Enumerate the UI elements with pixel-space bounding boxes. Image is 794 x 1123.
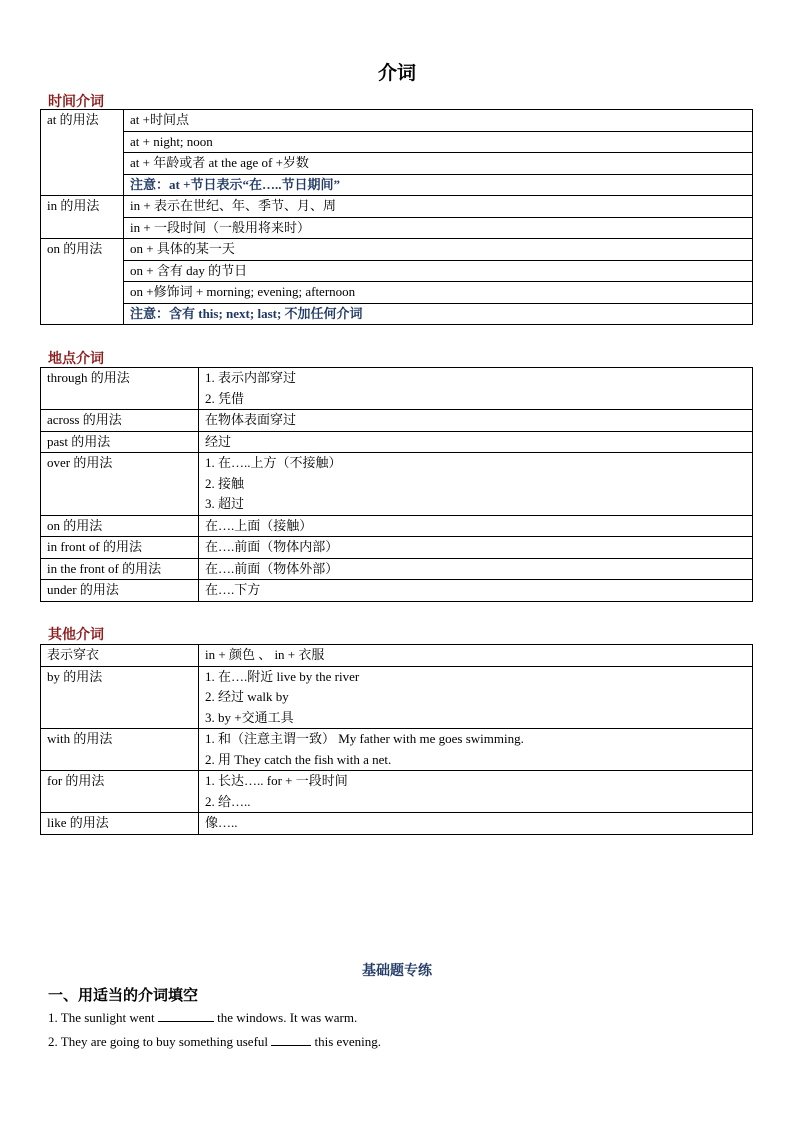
table-row [41,153,753,175]
table-row [41,537,753,559]
usage-label: at 的用法 [41,110,124,196]
usage-line: 在….上面（接触） [205,517,313,533]
usage-cell [199,813,753,835]
table-row [41,110,753,132]
exercise-section-heading: 一、用适当的介词填空 [48,988,199,1004]
table-row [41,771,753,813]
table-row [41,666,753,729]
usage-line: 1. 表示内部穿过 [205,370,297,385]
exercise-item-text: this evening. [311,1034,381,1049]
usage-cell [199,645,753,667]
table-row [41,282,753,304]
usage-cell [199,580,753,602]
usage-cell [199,431,753,453]
other-prepositions-heading: 其他介词 [48,628,104,643]
usage-line: 2. 接触 [205,475,245,491]
time-prepositions-heading: 时间介词 [48,95,104,110]
exercise-item-text: the windows. It was warm. [213,1010,358,1025]
usage-text: on +修饰词 + morning; evening; afternoon [124,282,753,304]
usage-line: 在物体表面穿过 [205,412,297,427]
usage-text: on + 含有 day 的节日 [124,260,753,282]
note-text: 注意：含有 this; next; last; 不加任何介词 [124,303,753,325]
answer-blank[interactable] [158,1009,214,1022]
table-row [41,431,753,453]
usage-label: like 的用法 [41,813,199,835]
time-prepositions-table [40,109,753,325]
usage-text: at + 年龄或者 at the age of +岁数 [124,153,753,175]
table-row [41,645,753,667]
usage-label: over 的用法 [41,453,199,516]
usage-cell [199,368,753,410]
exercise-title: 基础题专练 [362,964,432,979]
usage-label: on 的用法 [41,239,124,325]
page-title: 介词 [377,63,416,84]
table-row [41,580,753,602]
usage-line: 2. 给….. [205,793,251,809]
usage-line: 经过 [205,433,232,449]
usage-cell [199,729,753,771]
table-row [41,558,753,580]
note-text: 注意：at +节日表示“在…..节日期间” [124,174,753,196]
usage-line: 1. 在….附近 live by the river [205,668,360,684]
usage-label: by 的用法 [41,666,199,729]
usage-cell [199,515,753,537]
usage-cell [199,410,753,432]
table-row [41,260,753,282]
usage-line: 3. by +交通工具 [205,709,294,725]
usage-label: with 的用法 [41,729,199,771]
table-row [41,131,753,153]
usage-line: 1. 在…..上方（不接触） [205,455,342,470]
usage-label: in the front of 的用法 [41,558,199,580]
usage-label: in 的用法 [41,196,124,239]
usage-label: under 的用法 [41,580,199,602]
usage-label: past 的用法 [41,431,199,453]
usage-line: in + 颜色 、 in + 衣服 [205,647,325,662]
table-row [41,515,753,537]
usage-text: in + 一段时间（一般用将来时） [124,217,753,239]
exercise-item [48,1033,381,1050]
usage-label: in front of 的用法 [41,537,199,559]
usage-line: 2. 凭借 [205,390,245,406]
table-row [41,813,753,835]
exercise-item-text: 2. They are going to buy something useful [48,1034,272,1049]
usage-cell [199,537,753,559]
table-row [41,196,753,218]
usage-line: 2. 用 They catch the fish with a net. [205,751,392,767]
table-row [41,729,753,771]
usage-line: 像….. [205,815,238,830]
usage-line: 在….下方 [205,582,261,597]
usage-cell [199,666,753,729]
usage-text: at + night; noon [124,131,753,153]
usage-label: through 的用法 [41,368,199,410]
usage-line: 3. 超过 [205,496,245,511]
table-row [41,368,753,410]
usage-line: 2. 经过 walk by [205,689,289,704]
usage-line: 在….前面（物体内部） [205,539,339,554]
usage-cell [199,771,753,813]
usage-text: in + 表示在世纪、年、季节、月、周 [124,196,753,218]
exercise-item [48,1009,357,1026]
place-prepositions-heading: 地点介词 [48,352,104,367]
usage-cell [199,453,753,516]
table-row [41,453,753,516]
table-row [41,410,753,432]
other-prepositions-table [40,644,753,835]
usage-text: on + 具体的某一天 [124,239,753,261]
usage-cell [199,558,753,580]
usage-text: at +时间点 [124,110,753,132]
exercise-item-text: 1. The sunlight went [48,1010,158,1025]
usage-line: 1. 长达….. for + 一段时间 [205,773,348,788]
usage-label: on 的用法 [41,515,199,537]
usage-label: for 的用法 [41,771,199,813]
usage-line: 在….前面（物体外部） [205,560,339,576]
table-row [41,174,753,196]
usage-label: across 的用法 [41,410,199,432]
usage-label: 表示穿衣 [41,645,199,667]
usage-line: 1. 和（注意主谓一致） My father with me goes swimming. [205,731,524,746]
table-row [41,303,753,325]
table-row [41,217,753,239]
place-prepositions-table [40,367,753,602]
answer-blank[interactable] [271,1033,311,1046]
table-row [41,239,753,261]
